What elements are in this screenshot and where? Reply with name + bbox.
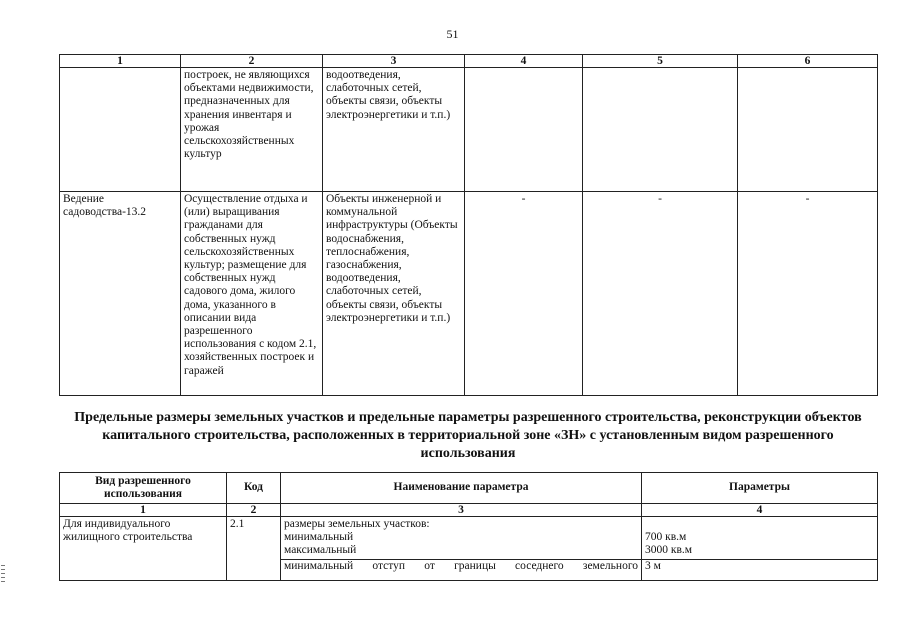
- table-cell: [583, 68, 738, 192]
- header-cell: 4: [465, 55, 583, 68]
- header-cell: Код: [227, 473, 281, 504]
- indent-label: минимальный отступ от границы соседнего земельного: [284, 559, 638, 572]
- table-cell: -: [738, 192, 878, 396]
- section-title: Предельные размеры земельных участков и предельные параметры разрешенного строительства, реконструкции объектов капитального строительства, расположенных в территориальной зоне «ЗН» с установленным видом разрешенного использования: [74, 410, 862, 461]
- header-cell: 3: [323, 55, 465, 68]
- table-cell: -: [465, 192, 583, 396]
- table-cell: Объекты инженерной и коммунальной инфраструктуры (Объекты водоснабжения, теплоснабжения, газоснабжения, водоотведения, слаботочных сетей, объекты связи, объекты электроэнергетики и т.п.): [323, 192, 465, 396]
- permitted-use-table: [59, 54, 878, 396]
- max-value: 3000 кв.м: [645, 544, 693, 557]
- table-number-row: [60, 504, 878, 517]
- header-cell: 6: [738, 55, 878, 68]
- scan-margin-mark: [1, 565, 5, 587]
- header-cell: 3: [281, 504, 642, 517]
- table-cell: 2.1: [227, 517, 281, 581]
- page-number: 51: [446, 27, 459, 41]
- table-cell: [60, 68, 181, 192]
- table-cell: Осуществление отдыха и (или) выращивания гражданами для собственных нужд сельскохозяйственных культур; размещение для собственных нужд садового дома, жилого дома, указанного в описании вида разрешенного использования с кодом 2.1, хозяйственных построек и гаражей: [181, 192, 323, 396]
- header-cell: Вид разрешенного использования: [60, 473, 227, 504]
- header-cell: 2: [181, 55, 323, 68]
- table-cell: [642, 517, 878, 581]
- values-block: [642, 517, 877, 559]
- header-cell: 4: [642, 504, 878, 517]
- header-cell: Наименование параметра: [281, 473, 642, 504]
- table-header-row: [60, 473, 878, 504]
- header-cell: 2: [227, 504, 281, 517]
- table-row: [60, 192, 878, 396]
- indent-value-block: [642, 559, 877, 573]
- table-cell: [281, 517, 642, 581]
- table-cell: -: [583, 192, 738, 396]
- min-value: 700 кв.м: [645, 531, 687, 544]
- table-cell: водоотведения, слаботочных сетей, объекты связи, объекты электроэнергетики и т.п.): [323, 68, 465, 192]
- table-row: [60, 517, 878, 581]
- table-cell: Для индивидуального жилищного строительства: [60, 517, 227, 581]
- table-cell: построек, не являющихся объектами недвижимости, предназначенных для хранения инвентаря и урожая сельскохозяйственных культур: [181, 68, 323, 192]
- min-label: минимальный: [284, 531, 354, 544]
- header-cell: Параметры: [642, 473, 878, 504]
- indent-value: 3 м: [645, 559, 661, 572]
- header-cell: 5: [583, 55, 738, 68]
- table-cell: [738, 68, 878, 192]
- indent-block: [281, 559, 641, 573]
- max-label: максимальный: [284, 544, 357, 557]
- header-cell: 1: [60, 55, 181, 68]
- table-header-row: [60, 55, 878, 68]
- header-cell: 1: [60, 504, 227, 517]
- table-row: [60, 68, 878, 192]
- parameters-table: [59, 472, 878, 581]
- table-cell: Ведение садоводства-13.2: [60, 192, 181, 396]
- sizes-label: размеры земельных участков:: [284, 518, 430, 530]
- sizes-block: [281, 517, 641, 559]
- table-cell: [465, 68, 583, 192]
